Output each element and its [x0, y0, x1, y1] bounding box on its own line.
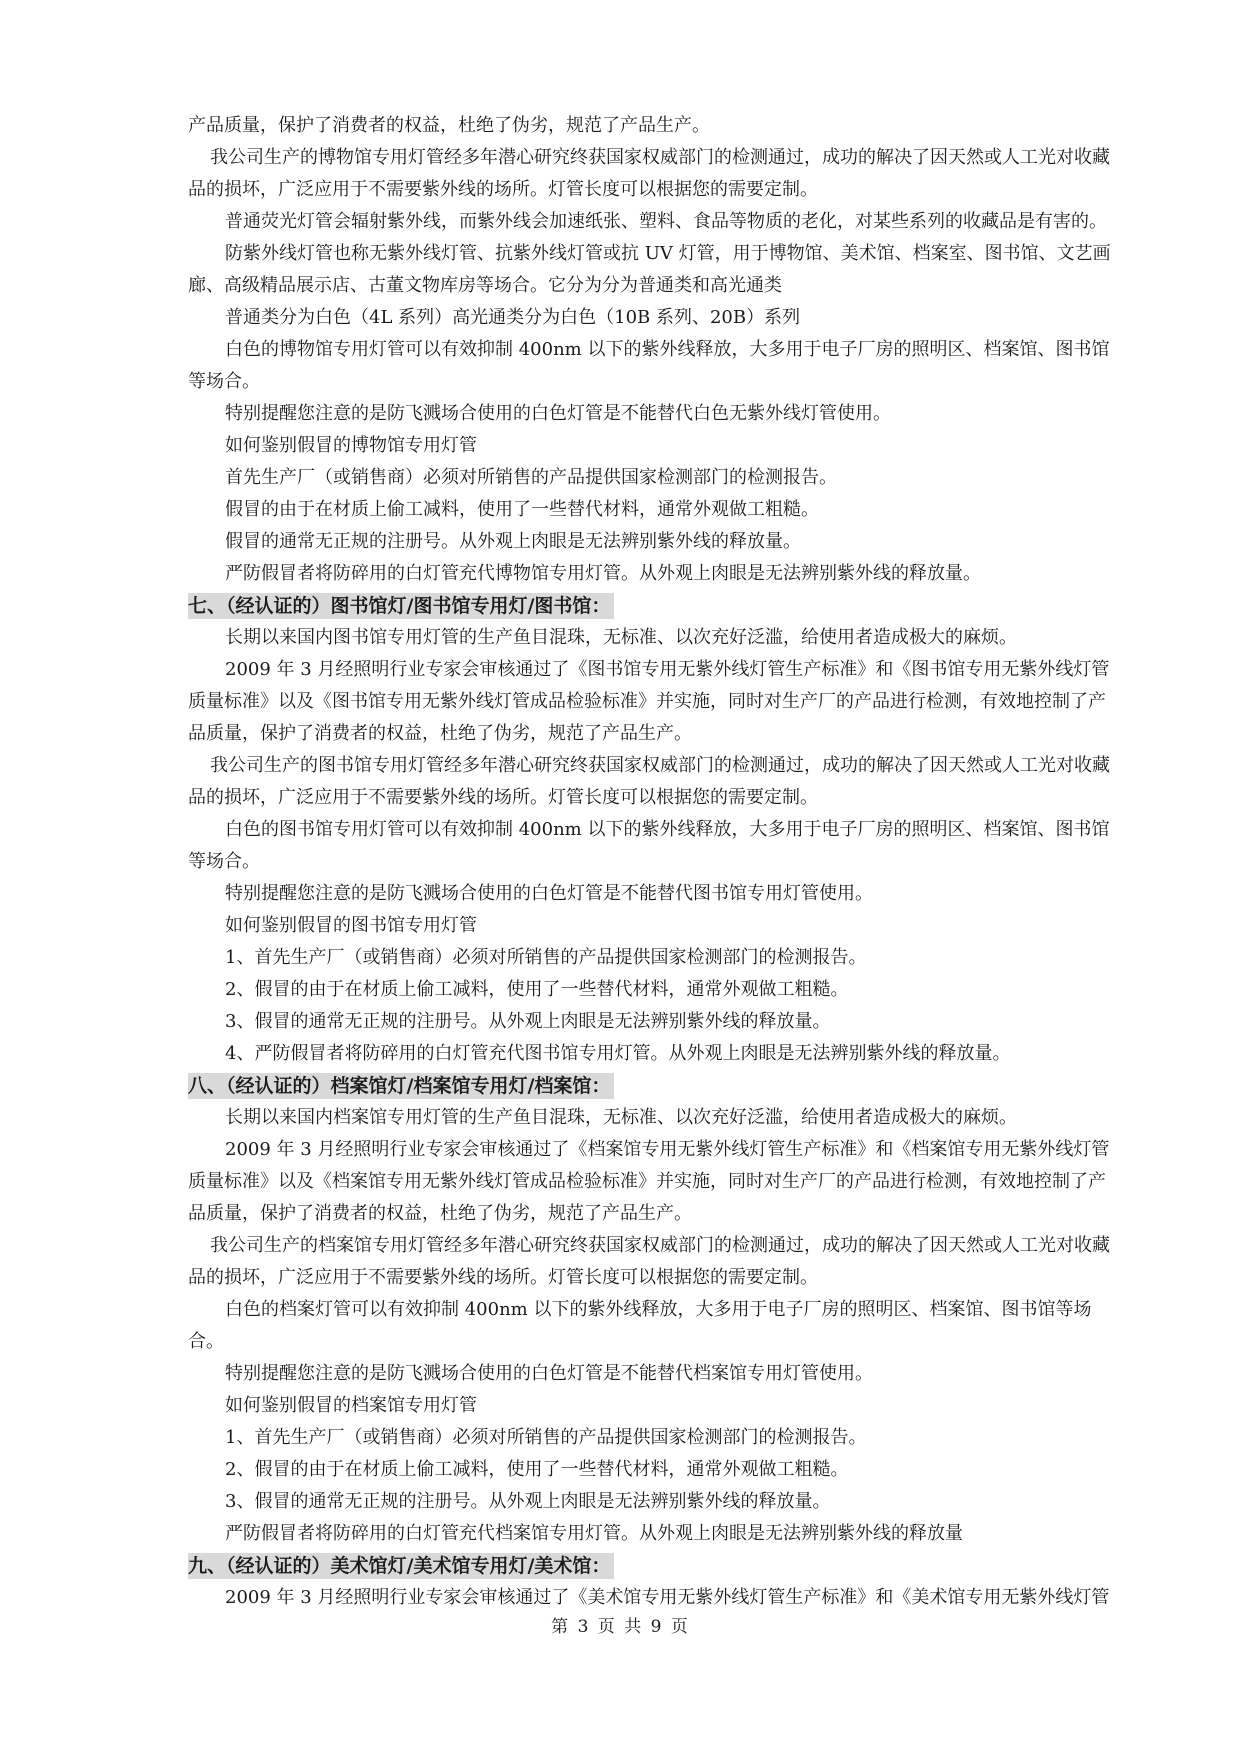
page-number-footer: 第 3 页 共 9 页 [551, 1617, 690, 1637]
paragraph: 2、假冒的由于在材质上偷工减料，使用了一些替代材料，通常外观做工粗糙。 [225, 1459, 849, 1480]
paragraph: 普通荧光灯管会辐射紫外线，而紫外线会加速纸张、塑料、食品等物质的老化，对某些系列的收藏品是有害的。 [225, 211, 1107, 232]
paragraph: 严防假冒者将防碎用的白灯管充代档案馆专用灯管。从外观上肉眼是无法辨别紫外线的释放量 [225, 1523, 963, 1544]
paragraph: 2009 年 3 月经照明行业专家会审核通过了《图书馆专用无紫外线灯管生产标准》和《图书馆专用无紫外线灯管质量标准》以及《图书馆专用无紫外线灯管成品检验标准》并实施，同时对生产厂的产品进行检测，有效地控制了产品质量，保护了消费者的权益，杜绝了伪劣，规范了产品生产。 [188, 659, 1110, 744]
paragraph: 首先生产厂（或销售商）必须对所销售的产品提供国家检测部门的检测报告。 [225, 467, 837, 488]
paragraph: 产品质量，保护了消费者的权益，杜绝了伪劣，规范了产品生产。 [188, 115, 710, 136]
paragraph: 我公司生产的博物馆专用灯管经多年潜心研究终获国家权威部门的检测通过，成功的解决了因天然或人工光对收藏品的损坏，广泛应用于不需要紫外线的场所。灯管长度可以根据您的需要定制。 [188, 147, 1110, 200]
section-art-gallery [188, 1582, 1123, 1614]
paragraph: 3、假冒的通常无正规的注册号。从外观上肉眼是无法辨别紫外线的释放量。 [225, 1011, 831, 1032]
heading-text: 七、（经认证的）图书馆灯/图书馆专用灯/图书馆： [188, 593, 614, 619]
section-library [188, 622, 1123, 1070]
paragraph: 如何鉴别假冒的图书馆专用灯管 [225, 915, 477, 936]
paragraph: 假冒的由于在材质上偷工减料，使用了一些替代材料，通常外观做工粗糙。 [225, 499, 819, 520]
paragraph: 3、假冒的通常无正规的注册号。从外观上肉眼是无法辨别紫外线的释放量。 [225, 1491, 831, 1512]
section-heading-archive [188, 1070, 1123, 1102]
paragraph: 白色的图书馆专用灯管可以有效抑制 400nm 以下的紫外线释放，大多用于电子厂房的照明区、档案馆、图书馆等场合。 [188, 819, 1110, 872]
paragraph: 严防假冒者将防碎用的白灯管充代博物馆专用灯管。从外观上肉眼是无法辨别紫外线的释放量。 [225, 563, 981, 584]
paragraph: 长期以来国内图书馆专用灯管的生产鱼目混珠，无标准、以次充好泛滥，给使用者造成极大的麻烦。 [225, 627, 1017, 648]
paragraph: 普通类分为白色（4L 系列）高光通类分为白色（10B 系列、20B）系列 [225, 307, 801, 328]
paragraph: 如何鉴别假冒的博物馆专用灯管 [225, 435, 477, 456]
section-museum-continued [188, 110, 1123, 590]
paragraph: 防紫外线灯管也称无紫外线灯管、抗紫外线灯管或抗 UV 灯管，用于博物馆、美术馆、档案室、图书馆、文艺画廊、高级精品展示店、古董文物库房等场合。它分为分为普通类和高光通类 [188, 243, 1111, 296]
paragraph: 1、首先生产厂（或销售商）必须对所销售的产品提供国家检测部门的检测报告。 [225, 947, 867, 968]
paragraph: 2009 年 3 月经照明行业专家会审核通过了《美术馆专用无紫外线灯管生产标准》和《美术馆专用无紫外线灯管 [225, 1587, 1110, 1608]
paragraph: 我公司生产的图书馆专用灯管经多年潜心研究终获国家权威部门的检测通过，成功的解决了因天然或人工光对收藏品的损坏，广泛应用于不需要紫外线的场所。灯管长度可以根据您的需要定制。 [188, 755, 1110, 808]
section-archive [188, 1102, 1123, 1550]
paragraph: 长期以来国内档案馆专用灯管的生产鱼目混珠，无标准、以次充好泛滥，给使用者造成极大的麻烦。 [225, 1107, 1017, 1128]
paragraph: 白色的博物馆专用灯管可以有效抑制 400nm 以下的紫外线释放，大多用于电子厂房的照明区、档案馆、图书馆等场合。 [188, 339, 1110, 392]
heading-text: 九、（经认证的）美术馆灯/美术馆专用灯/美术馆： [188, 1553, 614, 1579]
paragraph: 1、首先生产厂（或销售商）必须对所销售的产品提供国家检测部门的检测报告。 [225, 1427, 867, 1448]
paragraph: 4、严防假冒者将防碎用的白灯管充代图书馆专用灯管。从外观上肉眼是无法辨别紫外线的释放量。 [225, 1043, 1011, 1064]
paragraph: 2、假冒的由于在材质上偷工减料，使用了一些替代材料，通常外观做工粗糙。 [225, 979, 849, 1000]
paragraph: 特别提醒您注意的是防飞溅场合使用的白色灯管是不能替代白色无紫外线灯管使用。 [225, 403, 891, 424]
paragraph: 我公司生产的档案馆专用灯管经多年潜心研究终获国家权威部门的检测通过，成功的解决了因天然或人工光对收藏品的损坏，广泛应用于不需要紫外线的场所。灯管长度可以根据您的需要定制。 [188, 1235, 1110, 1288]
heading-text: 八、（经认证的）档案馆灯/档案馆专用灯/档案馆： [188, 1073, 614, 1099]
paragraph: 假冒的通常无正规的注册号。从外观上肉眼是无法辨别紫外线的释放量。 [225, 531, 801, 552]
paragraph: 特别提醒您注意的是防飞溅场合使用的白色灯管是不能替代档案馆专用灯管使用。 [225, 1363, 873, 1384]
section-heading-art-gallery [188, 1550, 1123, 1582]
paragraph: 如何鉴别假冒的档案馆专用灯管 [225, 1395, 477, 1416]
paragraph: 白色的档案灯管可以有效抑制 400nm 以下的紫外线释放，大多用于电子厂房的照明区、档案馆、图书馆等场合。 [188, 1299, 1092, 1352]
paragraph: 特别提醒您注意的是防飞溅场合使用的白色灯管是不能替代图书馆专用灯管使用。 [225, 883, 873, 904]
section-heading-library [188, 590, 1123, 622]
paragraph: 2009 年 3 月经照明行业专家会审核通过了《档案馆专用无紫外线灯管生产标准》和《档案馆专用无紫外线灯管质量标准》以及《档案馆专用无紫外线灯管成品检验标准》并实施，同时对生产厂的产品进行检测，有效地控制了产品质量，保护了消费者的权益，杜绝了伪劣，规范了产品生产。 [188, 1139, 1110, 1224]
document-body [188, 110, 1123, 1614]
